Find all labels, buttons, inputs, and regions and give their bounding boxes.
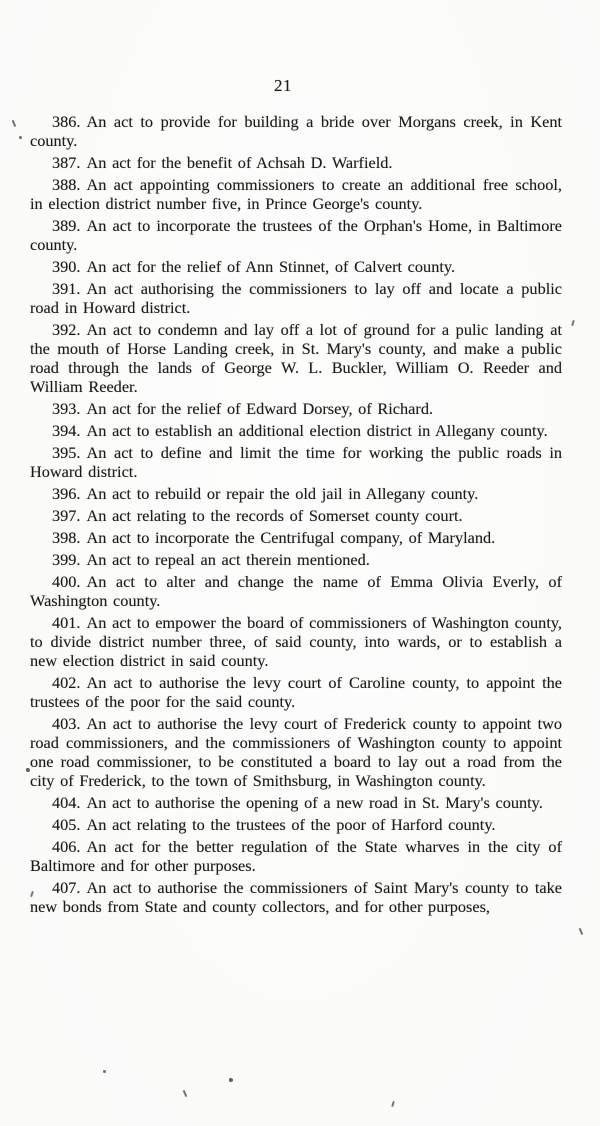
act-number: 389. bbox=[52, 216, 81, 235]
act-text: An act relating to the records of Somerset county court. bbox=[86, 506, 463, 525]
act-entry bbox=[30, 484, 562, 503]
act-text: An act for the relief of Edward Dorsey, of Richard. bbox=[86, 399, 434, 418]
act-number: 390. bbox=[52, 257, 81, 276]
act-list bbox=[30, 112, 562, 919]
act-text: An act for the benefit of Achsah D. Warfield. bbox=[86, 153, 393, 172]
act-entry bbox=[30, 175, 562, 213]
act-text: An act to establish an additional election district in Allegany county. bbox=[86, 421, 548, 440]
act-entry bbox=[30, 572, 562, 610]
scan-speck bbox=[26, 768, 30, 772]
act-number: 406. bbox=[52, 837, 81, 856]
act-entry bbox=[30, 815, 562, 834]
act-number: 394. bbox=[52, 421, 81, 440]
act-text: An act to alter and change the name of Emma Olivia Everly, of Washington county. bbox=[30, 572, 562, 610]
act-number: 401. bbox=[52, 613, 81, 632]
act-entry bbox=[30, 112, 562, 150]
act-text: An act to condemn and lay off a lot of ground for a pulic landing at the mouth of Horse Landing creek, in St. Mary's county, and make a public road through the lands of George W. L. Buckler, William O. Reeder and William Reeder. bbox=[30, 320, 562, 396]
act-text: An act to authorise the levy court of Caroline county, to appoint the trustees of the poor for the said county. bbox=[30, 673, 562, 711]
act-number: 403. bbox=[52, 714, 81, 733]
act-entry bbox=[30, 837, 562, 875]
act-text: An act to authorise the levy court of Frederick county to appoint two road commissioners, and the commissioners of Washington county to appoint one road commissioner, to be constituted a board to lay out a road from the city of Frederick, to the town of Smithsburg, in Washington county. bbox=[30, 714, 562, 790]
act-entry bbox=[30, 443, 562, 481]
act-entry bbox=[30, 421, 562, 440]
act-number: 393. bbox=[52, 399, 81, 418]
act-text: An act appointing commissioners to create an additional free school, in election district number five, in Prince George's county. bbox=[30, 175, 562, 213]
act-number: 405. bbox=[52, 815, 81, 834]
act-text: An act relating to the trustees of the poor of Harford county. bbox=[86, 815, 496, 834]
act-number: 397. bbox=[52, 506, 81, 525]
act-number: 392. bbox=[52, 320, 81, 339]
act-text: An act to authorise the opening of a new road in St. Mary's county. bbox=[86, 793, 543, 812]
scan-speck bbox=[229, 1078, 233, 1082]
act-entry bbox=[30, 528, 562, 547]
act-text: An act authorising the commissioners to lay off and locate a public road in Howard district. bbox=[30, 279, 562, 317]
act-entry bbox=[30, 506, 562, 525]
act-text: An act to provide for building a bride over Morgans creek, in Kent county. bbox=[30, 112, 562, 150]
act-number: 407. bbox=[52, 878, 81, 897]
act-entry bbox=[30, 257, 562, 276]
act-text: An act to repeal an act therein mentioned. bbox=[86, 550, 370, 569]
act-entry bbox=[30, 216, 562, 254]
act-number: 391. bbox=[52, 279, 81, 298]
act-number: 399. bbox=[52, 550, 81, 569]
scan-speck bbox=[103, 1070, 106, 1073]
act-number: 396. bbox=[52, 484, 81, 503]
act-entry bbox=[30, 878, 562, 916]
act-entry bbox=[30, 320, 562, 396]
scan-speck bbox=[391, 1101, 395, 1107]
act-entry bbox=[30, 613, 562, 670]
act-number: 387. bbox=[52, 153, 81, 172]
page-number: 21 bbox=[274, 76, 292, 95]
scan-speck bbox=[19, 136, 22, 139]
act-text: An act to rebuild or repair the old jail in Allegany county. bbox=[86, 484, 479, 503]
act-entry bbox=[30, 793, 562, 812]
act-text: An act to authorise the commissioners of Saint Mary's county to take new bonds from State and county collectors, and for other purposes, bbox=[30, 878, 562, 916]
act-entry bbox=[30, 673, 562, 711]
scan-speck bbox=[183, 1090, 188, 1097]
act-entry bbox=[30, 153, 562, 172]
act-number: 395. bbox=[52, 443, 81, 462]
act-entry bbox=[30, 714, 562, 790]
act-number: 402. bbox=[52, 673, 81, 692]
act-text: An act to incorporate the trustees of the Orphan's Home, in Baltimore county. bbox=[30, 216, 562, 254]
scan-speck bbox=[579, 928, 584, 935]
act-number: 386. bbox=[52, 112, 81, 131]
act-entry bbox=[30, 550, 562, 569]
scan-speck bbox=[12, 120, 17, 127]
act-number: 404. bbox=[52, 793, 81, 812]
act-text: An act for the better regulation of the State wharves in the city of Baltimore and for other purposes. bbox=[30, 837, 562, 875]
act-text: An act to empower the board of commissioners of Washington county, to divide district number three, of said county, into wards, or to establish a new election district in said county. bbox=[30, 613, 562, 670]
act-number: 398. bbox=[52, 528, 81, 547]
act-text: An act for the relief of Ann Stinnet, of Calvert county. bbox=[86, 257, 456, 276]
act-text: An act to incorporate the Centrifugal company, of Maryland. bbox=[86, 528, 496, 547]
act-number: 400. bbox=[52, 572, 81, 591]
act-entry bbox=[30, 399, 562, 418]
act-entry bbox=[30, 279, 562, 317]
act-number: 388. bbox=[52, 175, 81, 194]
scan-speck bbox=[571, 320, 575, 326]
act-text: An act to define and limit the time for working the public roads in Howard district. bbox=[30, 443, 562, 481]
